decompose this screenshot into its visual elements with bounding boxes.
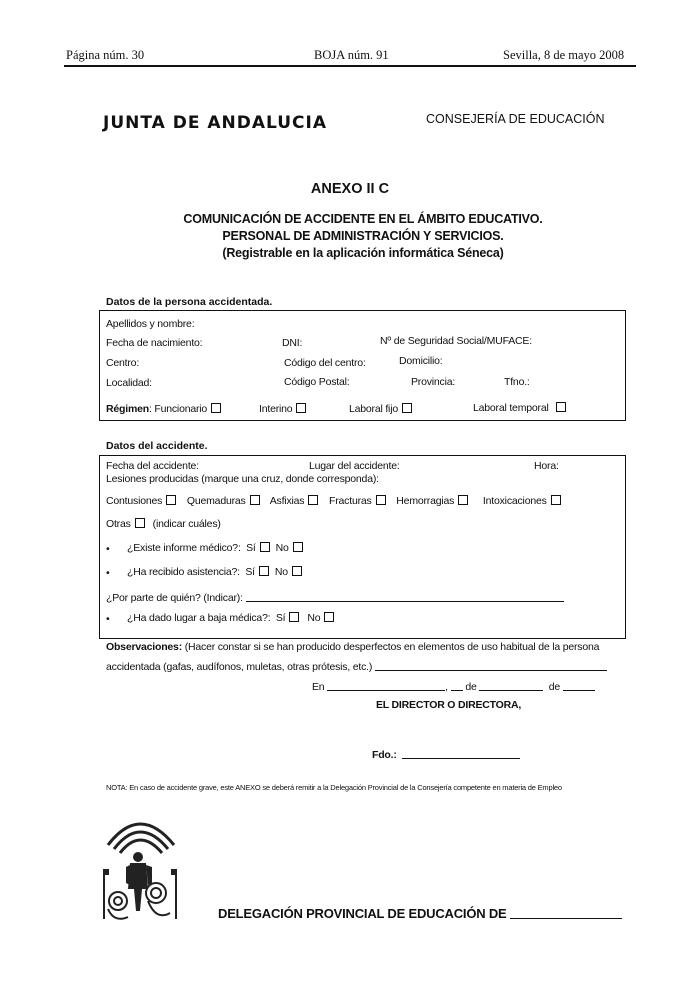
informe-label: ¿Existe informe médico?: xyxy=(127,542,241,554)
codigo-centro-label: Código del centro: xyxy=(284,357,366,369)
informe-si-checkbox[interactable] xyxy=(260,542,270,552)
bullet-baja: • xyxy=(106,613,110,625)
por-parte-field[interactable] xyxy=(246,601,564,602)
baja-si-checkbox[interactable] xyxy=(289,612,299,622)
telefono-label: Tfno.: xyxy=(504,376,530,388)
en-field[interactable] xyxy=(327,690,445,691)
por-parte-row xyxy=(106,592,564,604)
delegacion-field[interactable] xyxy=(510,918,622,919)
title-line-1: COMUNICACIÓN DE ACCIDENTE EN EL ÁMBITO EDUCATIVO. xyxy=(183,212,543,226)
quemaduras-label: Quemaduras xyxy=(186,495,246,507)
funcionario-label: : Funcionario xyxy=(148,403,208,415)
domicilio-label: Domicilio: xyxy=(399,355,443,367)
otras-label: Otras xyxy=(106,518,131,530)
provincia-label: Provincia: xyxy=(411,376,456,388)
asistencia-no-checkbox[interactable] xyxy=(292,566,302,576)
funcionario-checkbox[interactable] xyxy=(211,403,221,413)
mes-field[interactable] xyxy=(479,690,543,691)
baja-si-label: Sí xyxy=(275,612,286,624)
contusiones-label: Contusiones xyxy=(106,495,163,507)
informe-row xyxy=(127,542,303,554)
nota-text: NOTA: En caso de accidente grave, este ANEXO se deberá remitir a la Delegación Provincial de la Consejería competente en materia de Empleo xyxy=(106,783,562,792)
informe-si-label: Sí xyxy=(246,542,256,554)
laboral-temporal-label: Laboral temporal xyxy=(473,402,549,414)
accidente-heading: Datos del accidente. xyxy=(106,440,208,452)
interino-label: Interino xyxy=(259,403,293,415)
title-line-2: PERSONAL DE ADMINISTRACIÓN Y SERVICIOS. xyxy=(222,229,504,243)
observaciones-text-2: accidentada (gafas, audífonos, muletas, otras prótesis, etc.) xyxy=(106,661,373,673)
hemorragias-label: Hemorragias xyxy=(396,495,455,507)
persona-heading: Datos de la persona accidentada. xyxy=(106,296,273,308)
asfixias-checkbox[interactable] xyxy=(308,495,318,505)
publication-date: Sevilla, 8 de mayo 2008 xyxy=(503,48,625,62)
observaciones-row xyxy=(106,641,599,653)
lesiones-label: Lesiones producidas (marque una cruz, donde corresponda): xyxy=(106,473,379,485)
localidad-label: Localidad: xyxy=(106,377,152,389)
apellidos-label: Apellidos y nombre: xyxy=(106,318,195,330)
fdo-label: Fdo.: xyxy=(372,749,397,761)
baja-no-checkbox[interactable] xyxy=(324,612,334,622)
asistencia-label: ¿Ha recibido asistencia?: xyxy=(127,566,240,578)
en-label: En xyxy=(312,681,325,693)
de-label-2: de xyxy=(548,681,561,693)
baja-label: ¿Ha dado lugar a baja médica?: xyxy=(127,612,271,624)
comma-label: , xyxy=(445,681,448,693)
delegacion-row xyxy=(218,906,622,921)
quemaduras-checkbox[interactable] xyxy=(250,495,260,505)
hora-label: Hora: xyxy=(534,460,559,472)
codigo-postal-label: Código Postal: xyxy=(284,376,350,388)
director-label: EL DIRECTOR O DIRECTORA, xyxy=(376,699,522,711)
bullet-informe: • xyxy=(106,543,110,555)
baja-no-label: No xyxy=(307,612,321,624)
baja-row xyxy=(127,612,334,624)
por-parte-label: ¿Por parte de quién? (Indicar): xyxy=(106,592,243,604)
intoxicaciones-label: Intoxicaciones xyxy=(482,495,547,507)
fdo-row xyxy=(372,749,520,761)
seguridad-social-label: Nº de Seguridad Social/MUFACE: xyxy=(380,335,532,347)
delegacion-label: DELEGACIÓN PROVINCIAL DE EDUCACIÓN DE xyxy=(218,906,507,921)
informe-no-checkbox[interactable] xyxy=(293,542,303,552)
observaciones-field[interactable] xyxy=(375,670,607,671)
hemorragias-checkbox[interactable] xyxy=(458,495,468,505)
dni-label: DNI: xyxy=(282,337,303,349)
laboral-fijo-option xyxy=(349,403,412,415)
anio-field[interactable] xyxy=(563,690,595,691)
de-label-1: de xyxy=(465,681,477,693)
regimen-row xyxy=(106,403,221,415)
fracturas-label: Fracturas xyxy=(329,495,372,507)
lugar-accidente-label: Lugar del accidente: xyxy=(309,460,400,472)
fracturas-checkbox[interactable] xyxy=(376,495,386,505)
asfixias-label: Asfixias xyxy=(269,495,305,507)
centro-label: Centro: xyxy=(106,357,140,369)
laboral-fijo-checkbox[interactable] xyxy=(402,403,412,413)
interino-checkbox[interactable] xyxy=(296,403,306,413)
regimen-label: Régimen xyxy=(106,403,149,415)
title-line-3: (Registrable en la aplicación informática Séneca) xyxy=(222,246,504,260)
observaciones-row-2 xyxy=(106,661,607,673)
page-number: Página núm. 30 xyxy=(66,48,145,62)
otras-checkbox[interactable] xyxy=(135,518,145,528)
observaciones-label: Observaciones: xyxy=(106,641,182,653)
consejeria-label: CONSEJERÍA DE EDUCACIÓN xyxy=(426,112,605,126)
laboral-temporal-checkbox[interactable] xyxy=(556,402,566,412)
asistencia-row xyxy=(127,566,302,578)
intoxicaciones-checkbox[interactable] xyxy=(551,495,561,505)
informe-no-label: No xyxy=(275,542,289,554)
asistencia-si-checkbox[interactable] xyxy=(259,566,269,576)
asistencia-no-label: No xyxy=(274,566,288,578)
dia-field[interactable] xyxy=(451,690,463,691)
firma-field[interactable] xyxy=(402,758,520,759)
interino-option xyxy=(259,403,306,415)
bullet-asistencia: • xyxy=(106,567,110,579)
junta-logo-text: JUNTA DE ANDALUCIA xyxy=(103,113,327,133)
lesiones-row xyxy=(106,495,561,507)
lugar-fecha-row xyxy=(312,681,595,693)
otras-row xyxy=(106,518,221,530)
asistencia-si-label: Sí xyxy=(245,566,255,578)
observaciones-text-1: (Hacer constar si se han producido desperfectos en elementos de uso habitual de la persona xyxy=(182,641,600,653)
fecha-nacimiento-label: Fecha de nacimiento: xyxy=(106,337,203,349)
laboral-temporal-option xyxy=(473,402,566,414)
indicar-cuales-label: (indicar cuáles) xyxy=(152,518,221,530)
header-rule xyxy=(64,65,636,67)
contusiones-checkbox[interactable] xyxy=(166,495,176,505)
fecha-accidente-label: Fecha del accidente: xyxy=(106,460,199,472)
andalucia-emblem xyxy=(100,805,180,923)
bulletin-number: BOJA núm. 91 xyxy=(314,48,389,62)
laboral-fijo-label: Laboral fijo xyxy=(349,403,398,415)
anexo-title: ANEXO II C xyxy=(310,181,390,197)
